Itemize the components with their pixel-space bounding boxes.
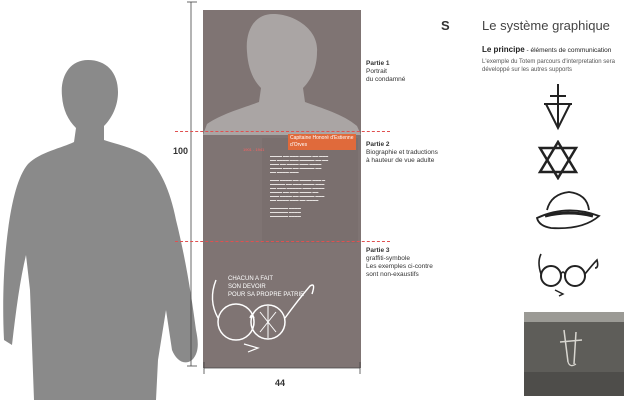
part-3-line-3: sont non-exaustifs <box>366 271 419 278</box>
separator-part-2-3 <box>175 241 390 242</box>
human-silhouette <box>0 60 210 400</box>
principle-heading <box>482 45 611 54</box>
separator-part-1-2 <box>175 131 390 132</box>
width-dimension-line <box>203 362 361 376</box>
name-banner: Capitaine Honoré d'Estienne d'Orves <box>288 134 356 150</box>
hat-icon <box>533 188 603 232</box>
biography-text-panel: ▬▬▬▬ ▬▬ ▬▬▬ ▬▬▬▬ ▬▬ ▬▬▬ ▬▬ ▬▬▬▬ ▬▬▬ ▬▬▬▬▬ ▬▬ ▬▬ ▬▬▬ ▬▬ ▬▬▬▬ ▬▬▬ ▬▬▬▬ ▬▬▬▬ ▬▬▬ ▬▬ ▬▬▬▬▬ ▬▬ ▬▬ ▬▬▬▬ ▬▬▬ ▬▬▬ ▬▬▬▬ ▬▬ ▬▬▬▬ ▬▬▬ ▬ ▬▬▬▬▬ ▬▬ ▬▬▬ ▬▬▬▬ ▬▬▬ ▬▬ ▬▬▬ ▬▬▬▬▬ ▬▬▬ ▬▬▬▬ ▬▬▬▬ ▬▬ ▬▬▬ ▬▬▬▬ ▬▬ ▬▬▬ ▬▬▬▬ ▬▬ ▬▬▬▬▬ ▬▬▬ ▬▬ ▬▬▬▬ ▬▬▬ ▬▬ ▬▬▬▬ ▬▬▬▬▬▬ ▬▬▬▬ ▬▬▬▬▬▬ ▬▬▬▬ ▬▬▬▬▬▬ ▬▬▬▬ <box>262 138 358 243</box>
principle-rest: - éléments de communication <box>524 47 612 54</box>
chalk-graffiti-photo <box>524 312 624 396</box>
part-3-line-1: graffiti-symbole <box>366 255 410 262</box>
portrait-silhouette <box>203 10 361 135</box>
graffiti-glasses-drawing <box>206 260 326 355</box>
part-3-label <box>366 247 433 279</box>
section-title: Le système graphique <box>482 18 610 33</box>
part-2-line-1: Biographie et traductions <box>366 149 438 156</box>
principle-description: L'exemple du Totem parcours d'interpretation sera développé sur les autres supports <box>482 59 615 73</box>
part-3-title: Partie 3 <box>366 247 390 254</box>
width-dimension-label: 44 <box>275 378 286 388</box>
dates-label: 1901 - 1941 <box>243 147 265 152</box>
graffiti-line-2: SON DEVOIR <box>228 284 266 290</box>
principle-bold: Le principe <box>482 45 525 54</box>
glasses-icon <box>535 252 599 298</box>
graffiti-line-1: CHACUN A FAIT <box>228 276 274 282</box>
part-1-line-2: du condamné <box>366 76 406 83</box>
star-of-david-icon <box>530 140 586 180</box>
cross-symbol-icon <box>530 82 586 132</box>
section-letter: S <box>441 18 450 33</box>
part-2-title: Partie 2 <box>366 141 390 148</box>
part-2-label <box>366 141 438 165</box>
part-1-title: Partie 1 <box>366 60 390 67</box>
part-1-label <box>366 60 405 84</box>
height-dimension-label: 100 <box>173 146 189 156</box>
height-dimension-line <box>185 0 197 368</box>
graffiti-line-3: POUR SA PROPRE PATRIE <box>228 292 305 298</box>
part-1-line-1: Portrait <box>366 68 387 75</box>
part-2-line-2: à hauteur de vue adulte <box>366 157 435 164</box>
part-3-line-2: Les exemples ci-contre <box>366 263 433 270</box>
